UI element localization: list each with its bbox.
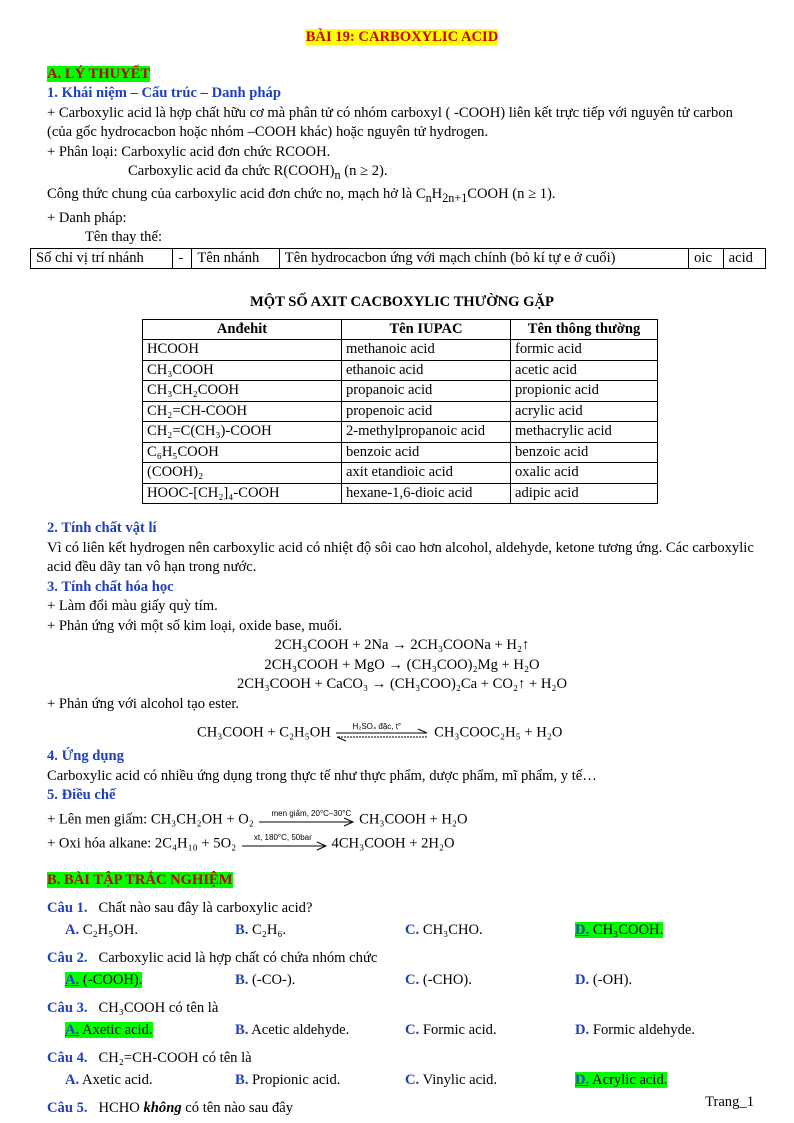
section-b-heading: B. BÀI TẬP TRẮC NGHIỆM <box>47 871 233 888</box>
naming-cell: - <box>173 248 192 269</box>
column-header: Tên thông thường <box>511 319 658 340</box>
answer-option[interactable] <box>405 1071 575 1091</box>
question-5: Câu 5. HCHO không có tên nào sau đây <box>47 1100 294 1117</box>
option-value: Vinylic acid. <box>422 1071 498 1088</box>
table-cell: propanoic acid <box>342 381 511 402</box>
answer-option[interactable] <box>405 971 575 991</box>
table-cell: HCOOH <box>143 340 342 361</box>
table-cell: methanoic acid <box>342 340 511 361</box>
physical-properties-text: Vì có liên kết hydrogen nên carboxylic acid có nhiệt độ sôi cao hơn alcohol, aldehyde, ketone tương ứng. Các carboxylic acid đều dãy tan vô hạn trong nước. <box>47 539 754 576</box>
naming-cell: oic <box>689 248 724 269</box>
table-cell: HOOC-[CH₂]₄-COOH <box>143 483 342 504</box>
column-header: Anđehit <box>143 319 342 340</box>
table-row <box>143 401 658 422</box>
option-value: Formic aldehyde. <box>592 1021 695 1038</box>
table-row <box>143 483 658 504</box>
naming-cell: Tên nhánh <box>192 248 279 269</box>
table-cell: (COOH)₂ <box>143 463 342 484</box>
definition-text: + Carboxylic acid là hợp chất hữu cơ mà phân tử có nhóm carboxyl ( -COOH) liên kết trực tiếp với nguyên tử carbon (của gốc hydrocacbon hoặc nhóm –COOH khác) hoặc nguyên tử hydrogen. <box>47 104 733 140</box>
table-cell: CH₃COOH <box>143 360 342 381</box>
option-text <box>405 922 483 938</box>
option-value: (-CHO). <box>422 971 472 988</box>
answer-option[interactable] <box>405 1021 575 1041</box>
option-letter: B. <box>235 1021 249 1038</box>
table-cell: CH₂=C(CH₃)-COOH <box>143 422 342 443</box>
question-1 <box>47 899 757 940</box>
correct-answer-highlight <box>575 1072 667 1088</box>
reaction-arrow-icon: men giấm, 20°C–30°C <box>257 810 355 830</box>
table-cell: C₆H₅COOH <box>143 442 342 463</box>
acids-table-title: MỘT SỐ AXIT CACBOXYLIC THƯỜNG GẶP <box>250 294 554 311</box>
table-cell: formic acid <box>511 340 658 361</box>
answer-option[interactable] <box>65 921 235 941</box>
question-list <box>47 899 757 1090</box>
correct-answer-highlight <box>65 1022 153 1038</box>
question-2 <box>47 949 757 990</box>
equation-1: 2CH₃COOH + 2Na → 2CH₃COONa + H₂↑ <box>274 637 530 654</box>
equation-2: 2CH₃COOH + MgO → (CH₃COO)₂Mg + H₂O <box>264 656 540 673</box>
table-cell: CH₂=CH-COOH <box>143 401 342 422</box>
naming-scheme-table <box>30 248 766 270</box>
table-cell: methacrylic acid <box>511 422 658 443</box>
option-text <box>235 972 295 988</box>
table-body <box>143 340 658 504</box>
question-3 <box>47 999 757 1040</box>
table-cell: propenoic acid <box>342 401 511 422</box>
option-letter: B. <box>235 971 249 988</box>
subsection-4-heading: 4. Ứng dụng <box>47 748 124 765</box>
question-stem: Câu 1. Chất nào sau đây là carboxylic acid? <box>47 900 313 917</box>
answer-options <box>47 921 757 941</box>
naming-scheme-row <box>31 248 766 269</box>
option-letter: B. <box>235 1071 249 1088</box>
answer-options <box>47 1071 757 1091</box>
table-cell: benzoic acid <box>342 442 511 463</box>
answer-option[interactable] <box>575 1071 745 1091</box>
subsection-5-heading: 5. Điều chế <box>47 787 116 804</box>
option-value: CH₃COOH. <box>592 921 664 938</box>
question-4 <box>47 1049 757 1090</box>
table-cell: ethanoic acid <box>342 360 511 381</box>
option-value: Formic acid. <box>422 1021 497 1038</box>
option-text <box>575 1022 695 1038</box>
option-text <box>235 1022 349 1038</box>
option-value: Axetic acid. <box>82 1071 153 1088</box>
option-value: C₂H₆. <box>252 921 287 938</box>
answer-option[interactable] <box>65 1071 235 1091</box>
chem-property-line: + Làm đổi màu giấy quỳ tím. <box>47 598 218 615</box>
answer-option[interactable] <box>235 1071 405 1091</box>
option-letter: B. <box>235 921 249 938</box>
preparation-method-1: + Lên men giấm: CH₃CH₂OH + O₂ men giấm, 20°C–30°C CH₃COOH + H₂O <box>47 810 757 830</box>
option-text <box>405 972 472 988</box>
preparation-method-2: + Oxi hóa alkane: 2C₄H₁₀ + 5O₂ xt, 180°C, 50bar 4CH₃COOH + 2H₂O <box>47 834 757 854</box>
applications-text: Carboxylic acid có nhiều ứng dụng trong thực tế như thực phẩm, dược phẩm, mĩ phẩm, y tế… <box>47 767 597 784</box>
table-cell: acetic acid <box>511 360 658 381</box>
common-acids-table <box>142 319 658 505</box>
naming-cell: Số chỉ vị trí nhánh <box>31 248 173 269</box>
option-letter: C. <box>405 971 420 988</box>
table-row <box>143 442 658 463</box>
esterification-equation: CH₃COOH + C₂H₅OH H₂SO₄ đặc, t° CH₃COOC₂H₅ + H₂O <box>47 723 757 743</box>
option-text <box>405 1072 497 1088</box>
option-value: Axetic acid. <box>82 1021 153 1038</box>
substitutive-name-label: Tên thay thế: <box>85 229 162 246</box>
classification-line: + Phân loại: Carboxylic acid đơn chức RCOOH. <box>47 143 331 160</box>
chem-property-line: + Phản ứng với một số kim loại, oxide base, muối. <box>47 617 343 634</box>
section-a-heading: A. LÝ THUYẾT <box>47 65 151 82</box>
option-letter: A. <box>65 921 80 938</box>
answer-options <box>47 1021 757 1041</box>
option-letter: A. <box>65 1071 80 1088</box>
correct-answer-highlight <box>65 972 142 988</box>
answer-option[interactable] <box>235 1021 405 1041</box>
naming-cell: Tên hydrocacbon ứng với mạch chính (bỏ kí tự e ở cuối) <box>279 248 688 269</box>
subsection-3-heading: 3. Tính chất hóa học <box>47 578 174 595</box>
table-cell: CH₃CH₂COOH <box>143 381 342 402</box>
option-value: (-COOH). <box>82 971 143 988</box>
subsection-1-heading: 1. Khái niệm – Cấu trúc – Danh pháp <box>47 85 281 101</box>
option-text <box>405 1022 497 1038</box>
question-stem: Câu 3. CH₃COOH có tên là <box>47 1000 219 1017</box>
question-stem: Câu 4. CH₂=CH-COOH có tên là <box>47 1050 252 1067</box>
option-value: (-CO-). <box>252 971 296 988</box>
option-value: (-OH). <box>592 971 633 988</box>
option-letter: C. <box>405 1071 420 1088</box>
answer-options <box>47 971 757 991</box>
table-cell: oxalic acid <box>511 463 658 484</box>
option-letter: C. <box>405 1021 420 1038</box>
answer-option[interactable] <box>65 971 235 991</box>
option-text <box>235 922 286 938</box>
option-value: CH₃CHO. <box>422 921 483 938</box>
column-header: Tên IUPAC <box>342 319 511 340</box>
table-row <box>143 422 658 443</box>
table-row <box>143 340 658 361</box>
option-letter: D. <box>575 1071 590 1088</box>
question-stem: Câu 2. Carboxylic acid là hợp chất có chứa nhóm chức <box>47 950 378 967</box>
subsection-2-heading: 2. Tính chất vật lí <box>47 520 157 537</box>
table-cell: hexane-1,6-dioic acid <box>342 483 511 504</box>
table-cell: propionic acid <box>511 381 658 402</box>
answer-option[interactable] <box>575 971 745 991</box>
chem-property-line: + Phản ứng với alcohol tạo ester. <box>47 695 240 712</box>
table-row <box>143 360 658 381</box>
nomenclature-line: + Danh pháp: <box>47 209 127 226</box>
option-letter: D. <box>575 1021 590 1038</box>
page-number: Trang_1 <box>705 1094 754 1110</box>
table-cell: adipic acid <box>511 483 658 504</box>
option-letter: C. <box>405 921 420 938</box>
reaction-arrow-icon: xt, 180°C, 50bar <box>240 834 328 854</box>
option-text <box>575 972 632 988</box>
option-value: Acetic aldehyde. <box>251 1021 350 1038</box>
option-text <box>65 1072 153 1088</box>
table-header-row <box>143 319 658 340</box>
reversible-arrow-icon: H₂SO₄ đặc, t° <box>334 723 430 743</box>
naming-cell: acid <box>723 248 765 269</box>
answer-option[interactable] <box>575 921 745 941</box>
option-text <box>65 922 138 938</box>
general-formula-line: Công thức chung của carboxylic acid đơn chức no, mạch hở là $C_nH_{2n+1}COOH$ (n ≥ 1). <box>47 186 556 206</box>
document-page <box>36 28 757 1119</box>
option-letter: A. <box>65 1021 80 1038</box>
table-cell: 2-methylpropanoic acid <box>342 422 511 443</box>
table-cell: axit etandioic acid <box>342 463 511 484</box>
answer-option[interactable] <box>235 971 405 991</box>
answer-option[interactable] <box>235 921 405 941</box>
option-value: C₂H₅OH. <box>82 921 139 938</box>
option-letter: D. <box>575 971 590 988</box>
option-text <box>235 1072 340 1088</box>
answer-option[interactable] <box>65 1021 235 1041</box>
equation-3: 2CH₃COOH + CaCO₃ → (CH₃COO)₂Ca + CO₂↑ + H₂O <box>236 676 568 693</box>
answer-option[interactable] <box>405 921 575 941</box>
option-value: Propionic acid. <box>252 1071 341 1088</box>
table-cell: benzoic acid <box>511 442 658 463</box>
option-letter: D. <box>575 921 590 938</box>
table-row <box>143 463 658 484</box>
correct-answer-highlight <box>575 922 663 938</box>
table-row <box>143 381 658 402</box>
classification-line-2: Carboxylic acid đa chức $R(COOH)_n$ (n ≥ 2). <box>128 163 388 182</box>
page-title: BÀI 19: CARBOXYLIC ACID <box>305 29 499 45</box>
option-value: Acrylic acid. <box>592 1071 668 1088</box>
answer-option[interactable] <box>575 1021 745 1041</box>
table-cell: acrylic acid <box>511 401 658 422</box>
option-letter: A. <box>65 971 80 988</box>
